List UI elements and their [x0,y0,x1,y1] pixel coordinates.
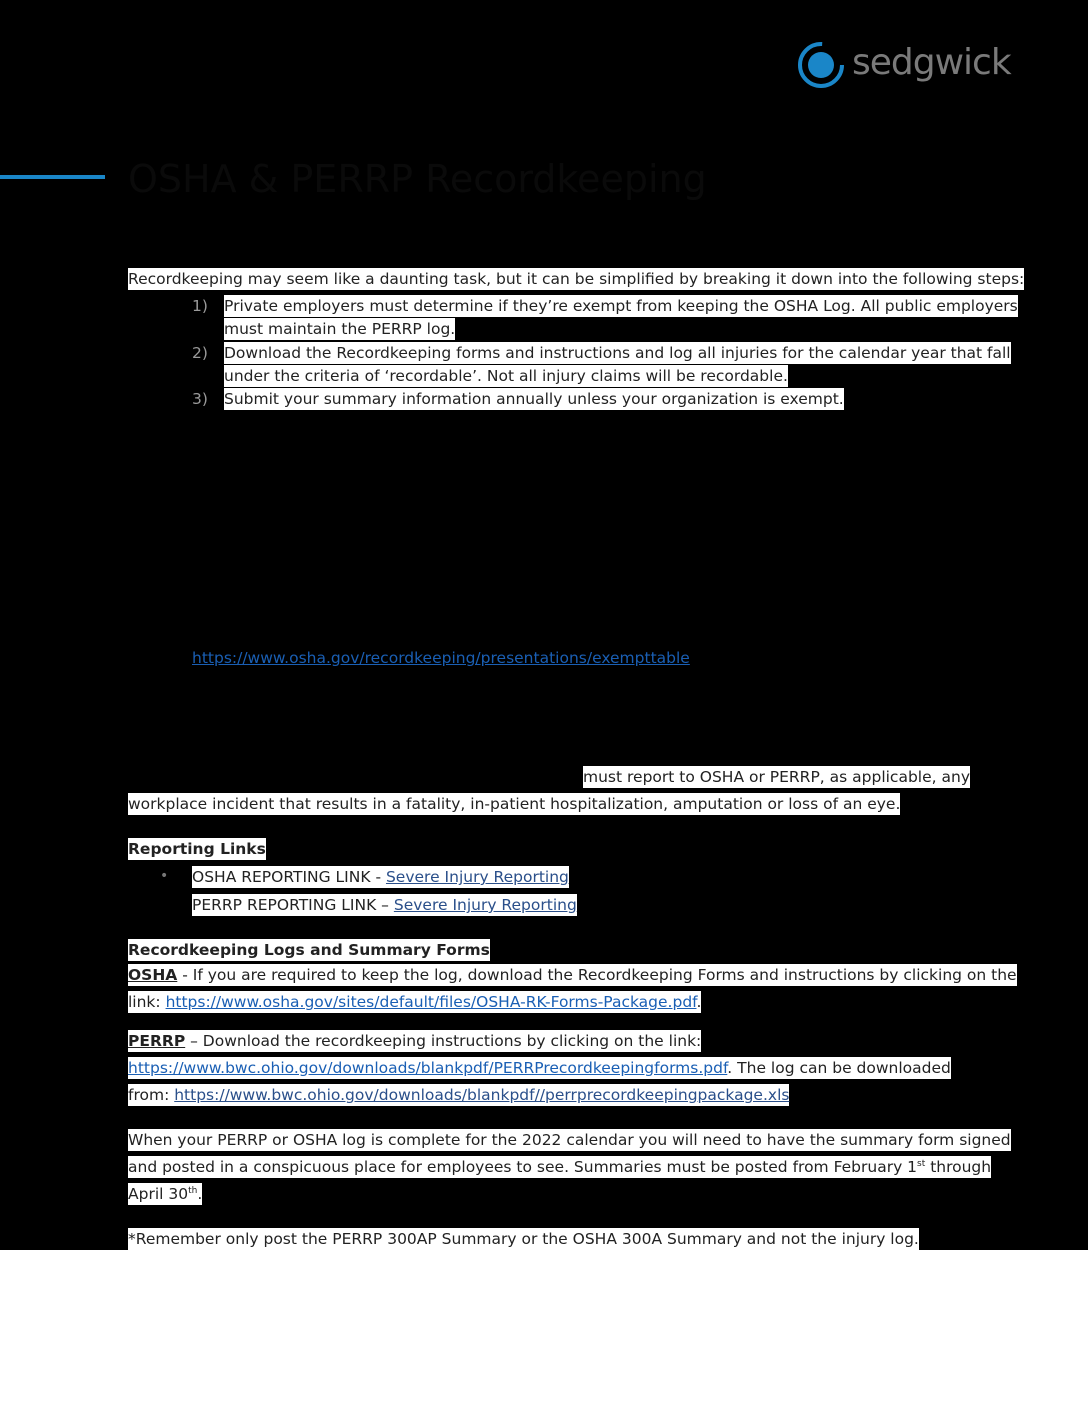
intro-text: Recordkeeping may seem like a daunting task, but it can be simplified by breaking it down into the following steps: [128,270,1025,288]
step-1-line-1: Private employers must determine if they’re exempt from keeping the OSHA Log. All public employers [224,297,1018,315]
logs-heading: Recordkeeping Logs and Summary Forms [128,941,490,959]
summary-line-3 [128,1183,202,1205]
severe-report-line-1: must report to OSHA or PERRP, as applicable, any [583,768,970,786]
summary-line-2-sup: st [917,1158,926,1169]
summary-line-3-text: April 30 [128,1185,189,1203]
osha-log-line-2 [128,991,701,1013]
perrp-log-line-3 [128,1084,789,1106]
osha-link-suffix: . [696,993,702,1011]
perrp-log-text-2: . The log can be downloaded [727,1059,951,1077]
summary-line-3-sup: th [188,1185,198,1196]
severe-report-line-2: workplace incident that results in a fatality, in-patient hospitalization, amputation or loss of an eye. [128,795,901,813]
perrp-reporting-row [192,894,577,916]
step-1-line-2: must maintain the PERRP log. [224,320,456,338]
step-2-number: 2) [192,344,208,362]
perrp-log-line-2 [128,1057,951,1079]
osha-forms-package-link[interactable]: https://www.osha.gov/sites/default/files/OSHA-RK-Forms-Package.pdf [165,993,697,1011]
perrp-forms-link[interactable]: https://www.bwc.ohio.gov/downloads/blankpdf/PERRPrecordkeepingforms.pdf [128,1059,728,1077]
summary-line-2-end: through [925,1158,992,1176]
title-accent-line [0,175,105,179]
reporting-links-heading: Reporting Links [128,840,266,858]
perrp-from-label: from: [128,1086,175,1104]
perrp-log-text: – Download the recordkeeping instructions by clicking on the link: [185,1032,702,1050]
brand-name: sedgwick [852,42,1011,83]
step-3-line-1: Submit your summary information annually unless your organization is exempt. [224,390,844,408]
perrp-package-xls-link[interactable]: https://www.bwc.ohio.gov/downloads/blankpdf//perrprecordkeepingpackage.xls [174,1086,790,1104]
step-2-line-2: under the criteria of ‘recordable’. Not all injury claims will be recordable. [224,367,788,385]
osha-log-text: - If you are required to keep the log, download the Recordkeeping Forms and instructions by clicking on the [177,966,1017,984]
step-3-number: 3) [192,390,208,408]
summary-line-3-end: . [197,1185,203,1203]
osha-log-label: OSHA [128,966,178,984]
reminder-text: *Remember only post the PERRP 300AP Summary or the OSHA 300A Summary and not the injury log. [128,1230,919,1248]
perrp-log-label: PERRP [128,1032,186,1050]
perrp-severe-injury-link[interactable]: Severe Injury Reporting [393,896,577,914]
summary-line-2 [128,1156,991,1178]
perrp-reporting-label: PERRP REPORTING LINK – [192,896,394,914]
osha-link-prefix: link: [128,993,166,1011]
sedgwick-logo-icon [796,40,846,90]
summary-line-1: When your PERRP or OSHA log is complete for the 2022 calendar you will need to have the summary form signed [128,1131,1011,1149]
reporting-bullet-icon: • [160,868,169,884]
step-2-line-1: Download the Recordkeeping forms and instructions and log all injuries for the calendar year that fall [224,344,1011,362]
step-1-number: 1) [192,297,208,315]
exempt-table-link[interactable]: https://www.osha.gov/recordkeeping/presentations/exempttable [192,649,690,667]
osha-reporting-row [192,866,569,888]
osha-reporting-label: OSHA REPORTING LINK - [192,868,386,886]
perrp-log-line-1 [128,1030,701,1052]
page-title: OSHA & PERRP Recordkeeping [128,157,707,201]
osha-log-line-1 [128,964,1017,986]
osha-severe-injury-link[interactable]: Severe Injury Reporting [385,868,569,886]
sedgwick-logo [796,40,1011,90]
summary-line-2-text: and posted in a conspicuous place for employees to see. Summaries must be posted from February 1 [128,1158,918,1176]
